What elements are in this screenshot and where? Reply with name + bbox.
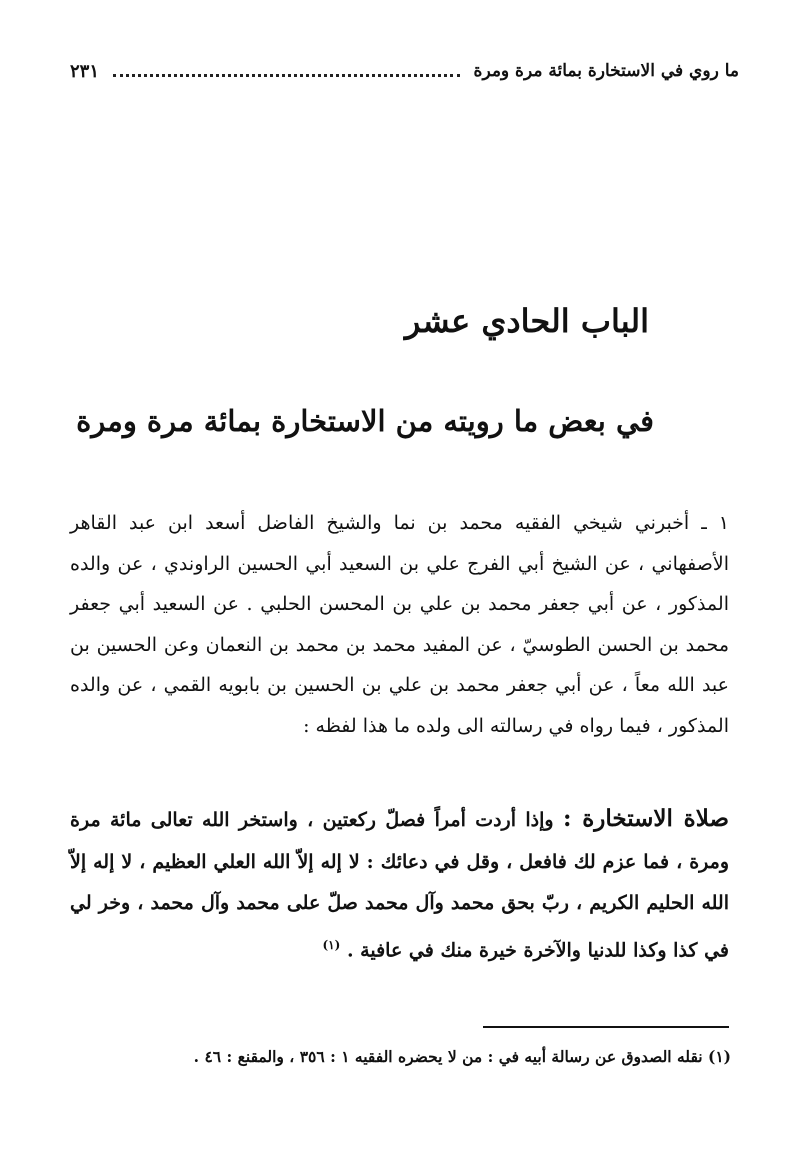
footnote-separator [483,1026,729,1028]
running-head-leader-dots [113,74,460,77]
chapter-title: الباب الحادي عشر [404,302,649,340]
paragraph-1: ١ ـ أخبرني شيخي الفقيه محمد بن نما والشيخ الفاضل أسعد ابن عبد القاهر الأصفهاني ، عن الشيخ أبي الفرج علي بن السعيد أبي الحسين الراوندي ، عن والده المذكور ، عن أبي جعفر محمد بن علي بن المحسن الحلبي . عن السعيد أبي جعفر محمد بن الحسن الطوسيّ ، عن المفيد محمد بن محمد بن النعمان وعن الحسين بن عبد الله معاً ، عن أبي جعفر محمد بن علي بن الحسين بن بابويه القمي ، عن والده المذكور ، فيما رواه في رسالته الى ولده ما هذا لفظه : [70,512,729,737]
paragraph-2 [70,798,729,971]
footnote: (١) نقله الصدوق عن رسالة أبيه في : من لا يحضره الفقيه ١ : ٣٥٦ ، والمقنع : ٤٦ . [193,1047,731,1066]
page-number: ٢٣١ [70,60,100,82]
footnote-reference[interactable]: (١) [322,937,341,952]
running-head-title: ما روي في الاستخارة بمائة مرة ومرة [473,61,739,81]
paragraph-2-text: وإذا أردت أمراً فصلّ ركعتين ، واستخر الله تعالى مائة مرة ومرة ، فما عزم لك فافعل ، وقل في دعائك : لا إله إلاّ الله العلي العظيم ، لا إله إلاّ الله الحليم الكريم ، ربّ بحق محمد وآل محمد صلّ على محمد وآل محمد ، وخر لي في كذا وكذا للدنيا والآخرة خيرة منك في عافية . [70,809,729,961]
chapter-subtitle: في بعض ما رويته من الاستخارة بمائة مرة ومرة [76,404,654,438]
paragraph-2-lead: صلاة الاستخارة : [562,805,729,832]
running-head [70,56,739,86]
